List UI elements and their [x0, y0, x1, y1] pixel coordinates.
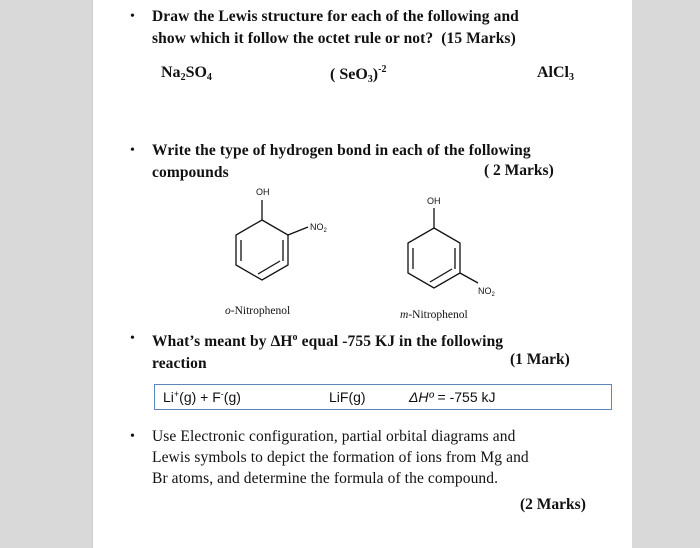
reaction-box — [154, 384, 612, 410]
question-2-line-1: Write the type of hydrogen bond in each of the following — [152, 142, 531, 159]
o-nitrophenol-no2-label: $NO_2$ — [310, 222, 327, 234]
compound-na2so4: $Na_2SO_4$ — [161, 64, 212, 83]
o-nitrophenol-oh-label: OH — [256, 187, 270, 197]
reaction-product: LiF(g) — [329, 389, 366, 405]
question-1-line-2-text: show which it follow the octet rule or not? — [152, 30, 434, 47]
reaction-reactants: Li+(g) + F-(g) — [163, 389, 241, 405]
question-1-line-1: Draw the Lewis structure for each of the following and — [152, 8, 519, 25]
question-1-line-2 — [152, 28, 622, 50]
compound-seo3: ( SeO$_3$)$^{-2}$ — [330, 64, 387, 85]
question-4-line-3: Br atoms, and determine the formula of the compound. — [152, 470, 499, 487]
m-nitrophenol-caption: m-Nitrophenol — [400, 309, 468, 321]
question-4-marks: (2 Marks) — [520, 496, 586, 513]
m-nitrophenol-oh-label: OH — [427, 196, 441, 206]
bullet-1: • — [130, 9, 135, 24]
question-1-marks: (15 Marks) — [441, 30, 516, 47]
document-page — [92, 0, 632, 548]
question-3-line-2: reaction — [152, 355, 207, 373]
question-4 — [152, 426, 622, 489]
question-2-line-2: compounds — [152, 164, 229, 181]
question-1 — [152, 6, 622, 50]
o-nitrophenol-structure — [222, 190, 342, 300]
question-3-line-1: What’s meant by $\Delta H^o$ equal -755 KJ in the following — [152, 332, 504, 351]
bullet-2: • — [130, 143, 135, 158]
question-4-line-2: Lewis symbols to depict the formation of ions from Mg and — [152, 449, 529, 466]
m-nitrophenol-structure — [392, 190, 512, 300]
compound-alcl3: AlCl$_3$ — [537, 64, 574, 83]
reaction-enthalpy: ΔHº = -755 kJ — [409, 389, 496, 405]
page-edge — [92, 0, 93, 548]
question-2-marks: ( 2 Marks) — [484, 162, 554, 179]
bullet-4: • — [130, 429, 135, 444]
question-4-line-1: Use Electronic configuration, partial orbital diagrams and — [152, 428, 516, 445]
question-3-marks: (1 Mark) — [510, 351, 570, 368]
m-nitrophenol-no2-label: $NO_2$ — [478, 286, 495, 298]
bullet-3: • — [130, 331, 135, 346]
o-nitrophenol-caption: o-Nitrophenol — [225, 305, 291, 317]
